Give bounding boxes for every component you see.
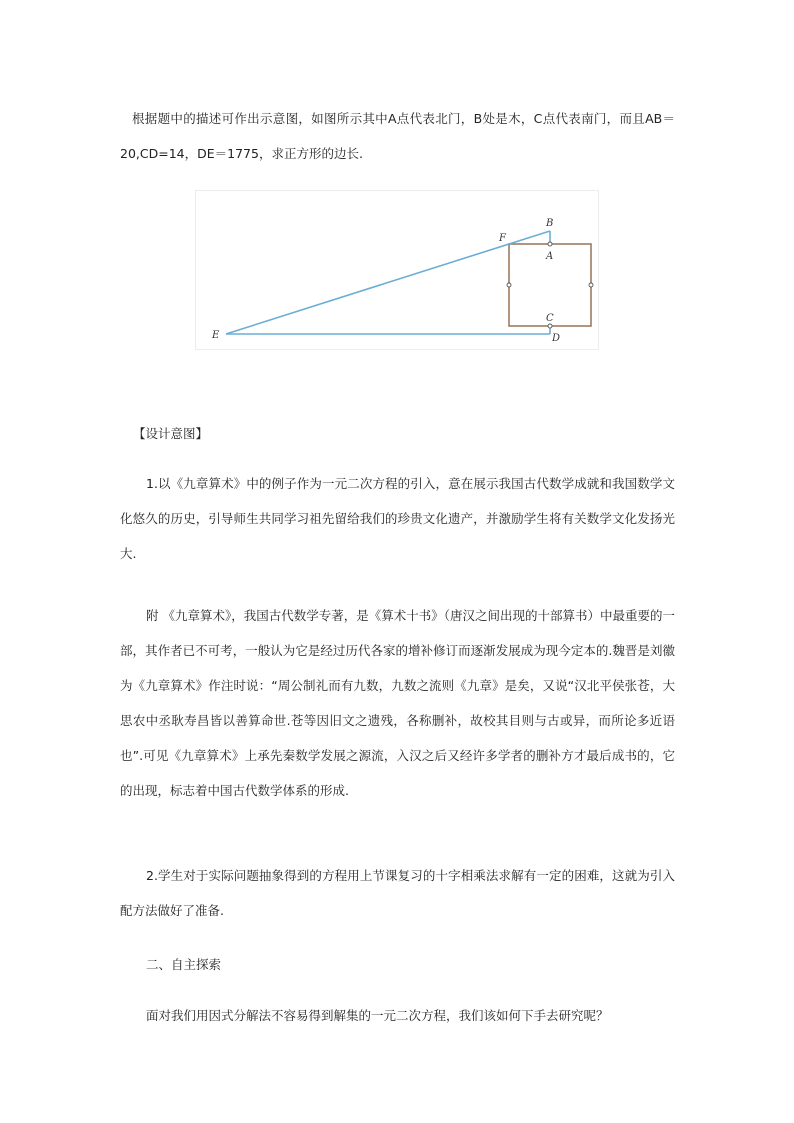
geometry-figure [195,190,599,350]
figure-svg [196,191,600,351]
gate-marker-north [548,242,552,246]
gate-marker-west [507,283,511,287]
label-c: C [546,313,554,324]
line-ef [226,244,509,334]
design-intent-heading: 【设计意图】 [133,426,209,441]
label-e: E [212,330,220,341]
intent-paragraph-1: 1.以《九章算术》中的例子作为一元二次方程的引入，意在展示我国古代数学成就和我国数学文化悠久的历史，引导师生共同学习祖先留给我们的珍贵文化遗产，并激励学生将有关数学文化发扬光大. [120,476,675,561]
exploration-paragraph: 面对我们用因式分解法不容易得到解集的一元二次方程，我们该如何下手去研究呢？ [146,1008,609,1023]
label-a: A [546,251,554,262]
gate-marker-south [548,324,552,328]
label-d: D [552,333,561,344]
gate-marker-east [589,283,593,287]
intent-paragraph-2: 2.学生对于实际问题抽象得到的方程用上节课复习的十字相乘法求解有一定的困难，这就为引入配方法做好了准备. [120,868,675,918]
line-fb [509,231,550,244]
label-f: F [499,233,506,244]
label-b: B [546,218,554,229]
problem-paragraph: 根据题中的描述可作出示意图，如图所示其中A点代表北门，B处是木，C点代表南门，而且AB＝20,CD=14，DE＝1775，求正方形的边长. [120,111,675,161]
self-exploration-heading: 二、自主探索 [146,957,222,972]
appendix-paragraph: 附 《九章算术》，我国古代数学专著，是《算术十书》（唐汉之间出现的十部算书）中最重要的一部，其作者已不可考，一般认为它是经过历代各家的增补修订而逐渐发展成为现今定本的.魏晋是刘徽为《九章算术》作注时说：“周公制礼而有九数，九数之流则《九章》是矣，又说“汉北平侯张苍，大思农中丞耿寿昌皆以善算命世.苍等因旧文之遗残，各称删补，故校其目则与古或异，而所论多近语也”.可见《九章算术》上承先秦数学发展之源流，入汉之后又经许多学者的删补方才最后成书的，它的出现，标志着中国古代数学体系的形成. [120,608,675,798]
